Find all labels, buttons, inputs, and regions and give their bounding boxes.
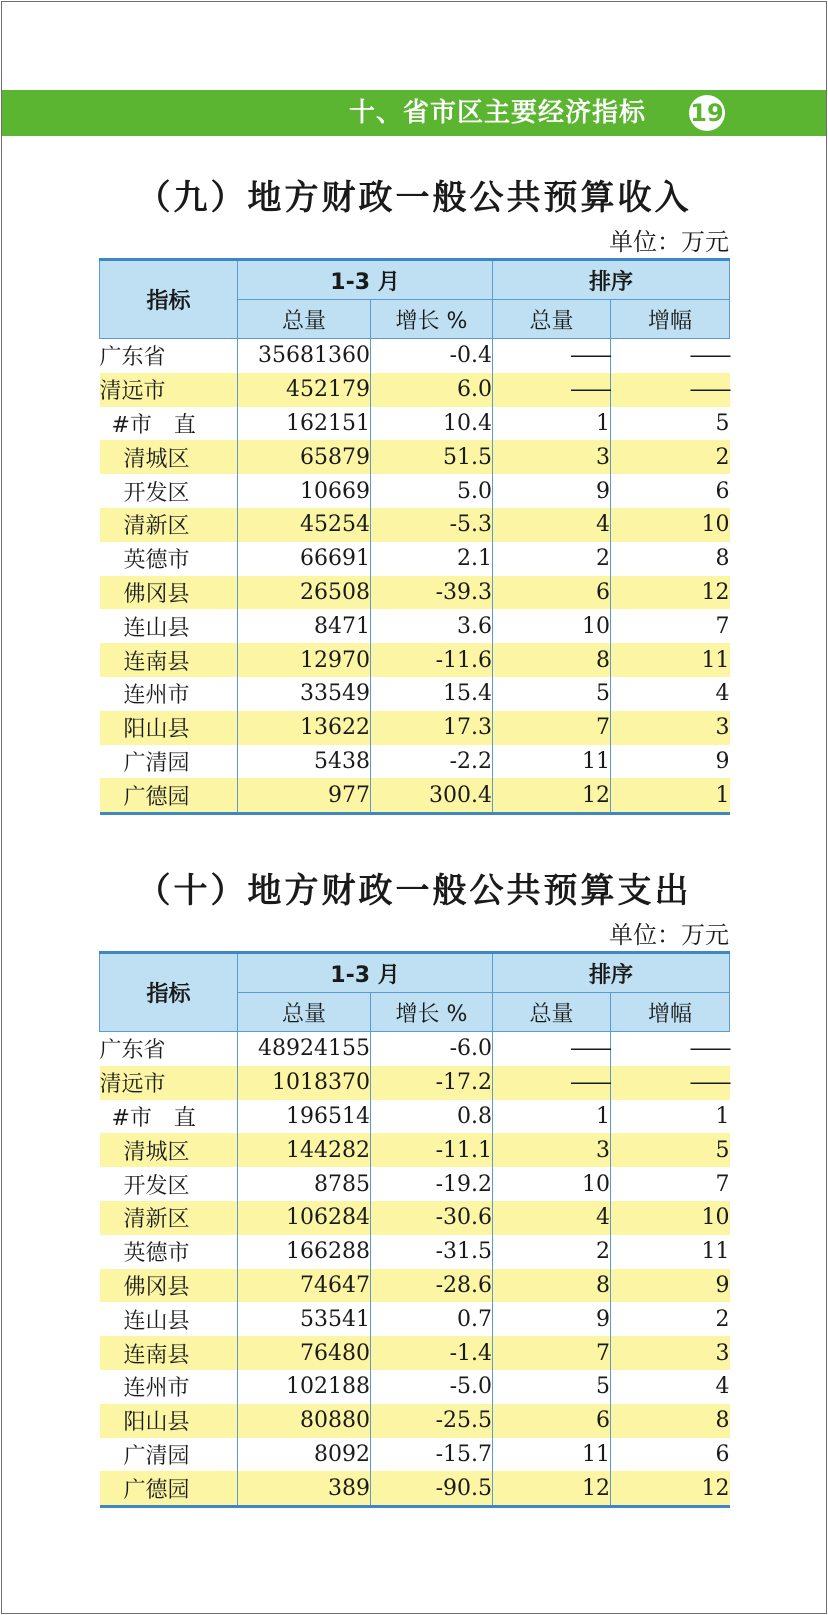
row-rank-growth: 9 — [611, 1269, 730, 1303]
row-name: #市 直 — [111, 1105, 196, 1131]
row-rank-growth: 5 — [611, 407, 730, 441]
table-row — [100, 1032, 730, 1066]
row-rank-total: 9 — [493, 1302, 611, 1336]
row-rank-total: 6 — [493, 576, 611, 610]
table-row — [100, 1438, 730, 1472]
header-growth: 增长 % — [371, 993, 493, 1032]
row-growth: 2.1 — [371, 542, 493, 576]
table-row — [100, 373, 730, 407]
row-rank-total: 10 — [493, 609, 611, 643]
row-name: 清城区 — [100, 1133, 238, 1167]
table-row — [100, 1302, 730, 1336]
row-rank-growth: 3 — [611, 711, 730, 745]
row-growth: -17.2 — [371, 1066, 493, 1100]
row-name: 清新区 — [100, 1201, 238, 1235]
row-total: 8785 — [238, 1167, 371, 1201]
table-row — [100, 778, 730, 813]
row-growth: -31.5 — [371, 1235, 493, 1269]
table-row — [100, 1235, 730, 1269]
row-rank-total: 11 — [493, 745, 611, 779]
row-rank-growth: 9 — [611, 745, 730, 779]
table-row — [100, 508, 730, 542]
header-total: 总量 — [238, 300, 371, 339]
row-rank-total: 7 — [493, 1336, 611, 1370]
revenue-table — [99, 258, 730, 815]
row-total: 48924155 — [238, 1032, 371, 1066]
row-total: 10669 — [238, 474, 371, 508]
row-rank-total: 2 — [493, 542, 611, 576]
row-name: 广东省 — [99, 1038, 166, 1064]
row-name: 英德市 — [123, 1241, 190, 1267]
row-rank-growth: 5 — [611, 1133, 730, 1167]
row-total: 8092 — [238, 1438, 371, 1472]
header-indicator: 指标 — [100, 260, 238, 339]
row-rank-growth: —— — [611, 339, 730, 373]
row-rank-growth: 6 — [611, 474, 730, 508]
row-rank-total: —— — [493, 373, 611, 407]
row-name: 广清园 — [123, 1443, 190, 1469]
row-total: 53541 — [238, 1302, 371, 1336]
row-rank-growth: 2 — [611, 1302, 730, 1336]
row-rank-total: 1 — [493, 407, 611, 441]
row-growth: -25.5 — [371, 1404, 493, 1438]
header-indicator: 指标 — [100, 953, 238, 1032]
row-rank-growth: 2 — [611, 440, 730, 474]
row-rank-total: 8 — [493, 643, 611, 677]
table-row — [100, 407, 730, 441]
row-growth: 0.8 — [371, 1100, 493, 1134]
row-name: 开发区 — [123, 1173, 190, 1199]
row-rank-total: 3 — [493, 440, 611, 474]
row-name: 连州市 — [123, 1376, 190, 1402]
row-rank-growth: —— — [611, 1032, 730, 1066]
row-rank-total: 7 — [493, 711, 611, 745]
row-growth: -39.3 — [371, 576, 493, 610]
table-row — [100, 576, 730, 610]
row-rank-growth: 1 — [611, 1100, 730, 1134]
row-name: 连南县 — [100, 643, 238, 677]
row-growth: -19.2 — [371, 1167, 493, 1201]
unit-label-expenditure: 单位：万元 — [609, 921, 729, 949]
row-rank-total: 5 — [493, 1370, 611, 1404]
table-row — [100, 711, 730, 745]
row-rank-total: 8 — [493, 1269, 611, 1303]
row-growth: 0.7 — [371, 1302, 493, 1336]
row-growth: 300.4 — [371, 778, 493, 813]
row-rank-total: 6 — [493, 1404, 611, 1438]
table-row — [100, 1100, 730, 1134]
row-rank-growth: 1 — [611, 778, 730, 813]
header-total: 总量 — [238, 993, 371, 1032]
row-total: 66691 — [238, 542, 371, 576]
row-growth: 17.3 — [371, 711, 493, 745]
row-name: 广清园 — [123, 750, 190, 776]
row-growth: -30.6 — [371, 1201, 493, 1235]
row-rank-growth: 4 — [611, 1370, 730, 1404]
table-row — [100, 1066, 730, 1100]
row-total: 76480 — [238, 1336, 371, 1370]
page-number-badge: 19 — [689, 95, 725, 131]
row-rank-growth: 6 — [611, 1438, 730, 1472]
table-row — [100, 1370, 730, 1404]
row-rank-growth: 12 — [611, 1471, 730, 1506]
row-total: 977 — [238, 778, 371, 813]
table-row — [100, 1167, 730, 1201]
table-row — [100, 677, 730, 711]
row-rank-growth: 4 — [611, 677, 730, 711]
row-total: 5438 — [238, 745, 371, 779]
row-rank-growth: 10 — [611, 508, 730, 542]
chapter-title: 十、省市区主要经济指标 — [348, 98, 646, 128]
header-rank-total: 总量 — [493, 993, 611, 1032]
row-growth: -90.5 — [371, 1471, 493, 1506]
row-rank-growth: 8 — [611, 1404, 730, 1438]
row-total: 452179 — [238, 373, 371, 407]
row-total: 196514 — [238, 1100, 371, 1134]
row-rank-total: 9 — [493, 474, 611, 508]
table-row — [100, 643, 730, 677]
row-growth: 15.4 — [371, 677, 493, 711]
row-name: 连州市 — [123, 683, 190, 709]
header-rank-growth: 增幅 — [611, 300, 730, 339]
row-growth: -1.4 — [371, 1336, 493, 1370]
header-period: 1-3 月 — [238, 260, 493, 300]
row-total: 65879 — [238, 440, 371, 474]
row-name: 连山县 — [123, 615, 190, 641]
table-row — [100, 1201, 730, 1235]
row-name: 清新区 — [100, 508, 238, 542]
row-name: 广德园 — [100, 778, 238, 813]
row-name: 阳山县 — [100, 1404, 238, 1438]
section-title-expenditure: （十）地方财政一般公共预算支出 — [136, 871, 692, 911]
table-row — [100, 1269, 730, 1303]
row-rank-total: 2 — [493, 1235, 611, 1269]
expenditure-table — [99, 951, 730, 1508]
row-name: 英德市 — [123, 548, 190, 574]
row-total: 1018370 — [238, 1066, 371, 1100]
row-rank-total: 4 — [493, 508, 611, 542]
row-rank-growth: 10 — [611, 1201, 730, 1235]
row-total: 12970 — [238, 643, 371, 677]
table-row — [100, 542, 730, 576]
row-rank-total: 5 — [493, 677, 611, 711]
table-row — [100, 1471, 730, 1506]
expenditure-table-body — [100, 1032, 730, 1507]
section-title-revenue: （九）地方财政一般公共预算收入 — [136, 178, 692, 218]
row-name: 清远市 — [100, 373, 238, 407]
header-rank-total: 总量 — [493, 300, 611, 339]
row-rank-growth: 12 — [611, 576, 730, 610]
row-name: 开发区 — [123, 480, 190, 506]
row-total: 389 — [238, 1471, 371, 1506]
row-rank-growth: 7 — [611, 1167, 730, 1201]
row-total: 26508 — [238, 576, 371, 610]
row-name: 佛冈县 — [100, 576, 238, 610]
row-total: 162151 — [238, 407, 371, 441]
row-total: 106284 — [238, 1201, 371, 1235]
row-rank-growth: 7 — [611, 609, 730, 643]
row-growth: -2.2 — [371, 745, 493, 779]
row-name: 阳山县 — [100, 711, 238, 745]
row-total: 102188 — [238, 1370, 371, 1404]
row-name: 清城区 — [100, 440, 238, 474]
row-rank-growth: —— — [611, 1066, 730, 1100]
row-total: 35681360 — [238, 339, 371, 373]
row-rank-growth: 3 — [611, 1336, 730, 1370]
table-row — [100, 440, 730, 474]
table-row — [100, 1133, 730, 1167]
row-name: 广德园 — [100, 1471, 238, 1506]
row-rank-total: —— — [493, 339, 611, 373]
row-rank-growth: 8 — [611, 542, 730, 576]
row-name: 佛冈县 — [100, 1269, 238, 1303]
row-rank-total: 4 — [493, 1201, 611, 1235]
row-growth: -11.6 — [371, 643, 493, 677]
row-rank-growth: —— — [611, 373, 730, 407]
table-row — [100, 1404, 730, 1438]
row-name: 广东省 — [99, 345, 166, 371]
row-growth: -28.6 — [371, 1269, 493, 1303]
header-period: 1-3 月 — [238, 953, 493, 993]
row-name: 连山县 — [123, 1308, 190, 1334]
row-growth: -0.4 — [371, 339, 493, 373]
header-rank: 排序 — [493, 260, 730, 300]
row-growth: -11.1 — [371, 1133, 493, 1167]
row-rank-growth: 11 — [611, 1235, 730, 1269]
row-rank-total: —— — [493, 1066, 611, 1100]
row-rank-total: 12 — [493, 778, 611, 813]
row-total: 13622 — [238, 711, 371, 745]
table-row — [100, 1336, 730, 1370]
row-growth: 5.0 — [371, 474, 493, 508]
row-growth: 51.5 — [371, 440, 493, 474]
revenue-table-body — [100, 339, 730, 814]
row-total: 33549 — [238, 677, 371, 711]
row-total: 8471 — [238, 609, 371, 643]
row-growth: 10.4 — [371, 407, 493, 441]
row-name: 连南县 — [100, 1336, 238, 1370]
row-rank-total: 10 — [493, 1167, 611, 1201]
row-growth: -5.3 — [371, 508, 493, 542]
row-total: 80880 — [238, 1404, 371, 1438]
row-total: 144282 — [238, 1133, 371, 1167]
table-row — [100, 745, 730, 779]
row-rank-total: 1 — [493, 1100, 611, 1134]
header-rank-growth: 增幅 — [611, 993, 730, 1032]
table-row — [100, 474, 730, 508]
row-rank-total: 3 — [493, 1133, 611, 1167]
header-rank: 排序 — [493, 953, 730, 993]
row-name: #市 直 — [111, 412, 196, 438]
row-growth: -5.0 — [371, 1370, 493, 1404]
row-growth: 6.0 — [371, 373, 493, 407]
row-total: 45254 — [238, 508, 371, 542]
row-growth: -6.0 — [371, 1032, 493, 1066]
row-rank-total: —— — [493, 1032, 611, 1066]
row-rank-growth: 11 — [611, 643, 730, 677]
row-growth: -15.7 — [371, 1438, 493, 1472]
row-rank-total: 11 — [493, 1438, 611, 1472]
header-growth: 增长 % — [371, 300, 493, 339]
row-rank-total: 12 — [493, 1471, 611, 1506]
row-total: 166288 — [238, 1235, 371, 1269]
row-name: 清远市 — [100, 1066, 238, 1100]
table-row — [100, 609, 730, 643]
table-row — [100, 339, 730, 373]
unit-label-revenue: 单位：万元 — [609, 228, 729, 256]
row-total: 74647 — [238, 1269, 371, 1303]
row-growth: 3.6 — [371, 609, 493, 643]
